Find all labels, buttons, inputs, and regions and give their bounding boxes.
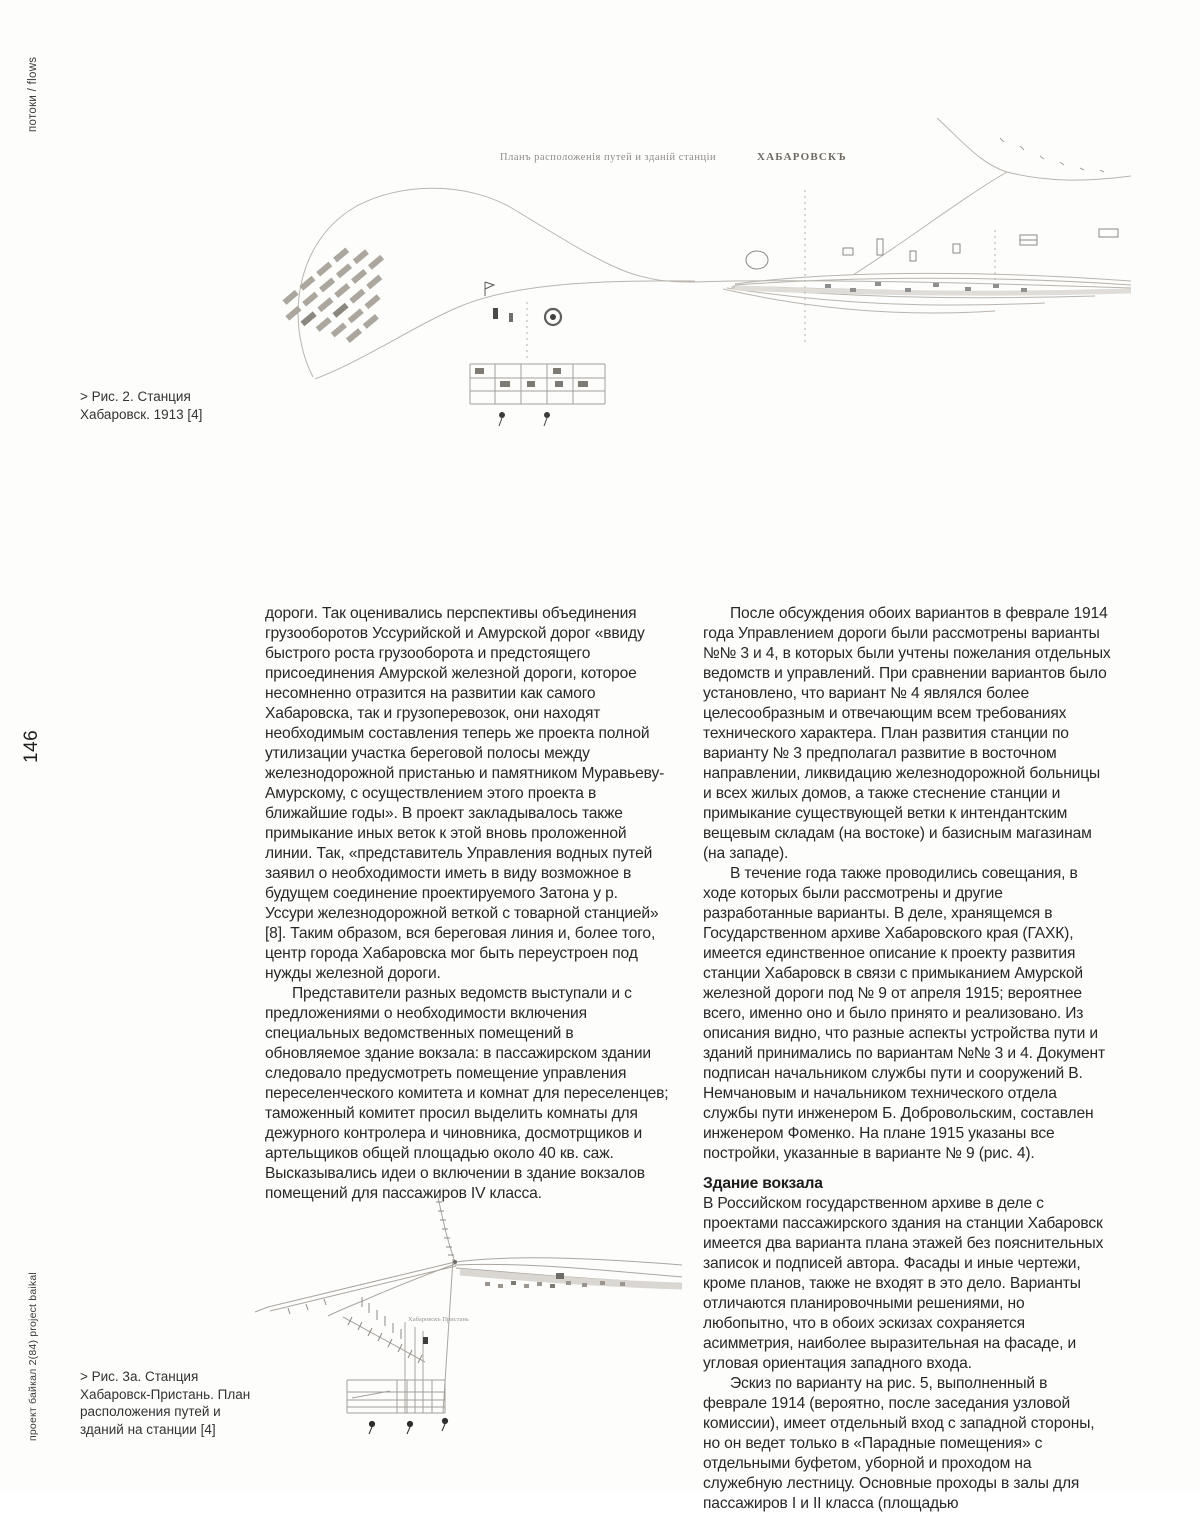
section-heading: Здание вокзала: [703, 1175, 823, 1192]
paragraph: дороги. Так оценивались перспективы объединения грузооборотов Уссурийской и Амурской дорог «ввиду быстрого роста грузооборота и предстоящего присоединения Амурской железной дороги, которое несомненно отразится на развитии как самого Хабаровска, так и грузоперевозок, они находят необходимым составления теперь же проекта полной утилизации участка береговой полосы между железнодорожной пристанью и памятником Муравьеву-Амурскому, с осуществлением этого проекта в ближайшие годы». В проект закладывалось также примыкание иных веток к этой вновь проложенной линии. Так, «представитель Управления водных путей заявил о необходимости иметь в виду возможное в будущем соединение проектируемого Затона у р. Уссури железнодорожной веткой с товарной станцией» [8]. Таким образом, вся береговая линия и, более того, центр города Хабаровска мог быть переустроен под нужды железной дороги.: [265, 605, 665, 982]
figure-2-station-plan-drawing: [265, 112, 1135, 422]
page-number: 146: [21, 729, 42, 763]
plan-table: [347, 1380, 445, 1413]
figure-2-caption: [80, 388, 202, 423]
figure-2-caption-line: Хабаровск. 1913 [4]: [80, 406, 203, 422]
paragraph: В течение года также проводились совещания, в ходе которых были рассмотрены и другие разработанные варианты. В деле, хранящемся в Государственном архиве Хабаровского края (ГАХК), имеется единственное описание к проекту развития станции Хабаровск в связи с примыканием Амурской железной дороги под № 9 от апреля 1915; вероятнее всего, именно оно и было принято и реализовано. Из описания видно, что разные аспекты устройства пути и зданий принимались по вариантам №№ 3 и 4. Документ подписан начальником службы пути и сооружений В. Немчановым и начальником технического отдела службы пути инженером Б. Добровольским, составлен инженером Фоменко. На плане 1915 указаны все постройки, указанные в варианте № 9 (рис. 4).: [703, 865, 1105, 1162]
figure-3a-caption-line: расположения путей и: [80, 1404, 221, 1419]
article-column-left: [265, 604, 669, 1204]
journal-label: проект байкал 2(84) project baikal: [27, 1272, 39, 1441]
figure-3a-map-label: Хабаровскъ Пристань: [408, 1316, 469, 1323]
paragraph: Представители разных ведомств выступали и с предложениями о необходимости включения специальных ведомственных помещений в обновляемое здание вокзала: в пассажирском здании следовало предусмотреть помещение управления переселенческого комитета и комнат для переселенцев; таможенный комитет просил выделить комнаты для дежурного контролера и чиновника, досмотрщиков и артельщиков общей площадью около 40 кв. саж. Высказывались идеи о включении в здание вокзалов помещений для пассажиров IV класса.: [265, 985, 669, 1202]
figure-2-caption-line: > Рис. 2. Станция: [80, 389, 191, 404]
city-blocks: [276, 233, 411, 363]
figure-3a-caption-line: Хабаровск-Пристань. План: [80, 1386, 251, 1402]
figure-3a-caption-line: > Рис. 3а. Станция: [80, 1369, 199, 1384]
figure-2-map-title: Планъ расположенія путей и зданій станціи: [500, 152, 717, 163]
figure-3a-station-plan-drawing: [250, 1185, 690, 1445]
figure-3a-caption: [80, 1368, 250, 1438]
paragraph: Эскиз по варианту на рис. 5, выполненный в феврале 1914 (вероятно, после заседания узловой комиссии), имеет отдельный вход с западной стороны, но он ведет только в «Парадные помещения» с отдельными буфетом, уборной и проходом на служебную лестницу. Основные проходы в залы для пассажиров I и II класса (площадью: [703, 1375, 1095, 1512]
paragraph: После обсуждения обоих вариантов в феврале 1914 года Управлением дороги были рассмотрены варианты №№ 3 и 4, в которых были учтены пожелания отдельных ведомств и управлений. При сравнении вариантов было установлено, что вариант № 4 являлся более целесообразным и отвечающим всем требованиях технического характера. План развития станции по варианту № 3 предполагал развитие в восточном направлении, ликвидацию железнодорожной больницы и всех жилых домов, а также стеснение станции и примыкание существующей ветки к интендантским вещевым складам (на востоке) и базисным магазинам (на западе).: [703, 605, 1111, 862]
paragraph: В Российском государственном архиве в деле с проектами пассажирского здания на станции Хабаровск имеется два варианта плана этажей без пояснительных записок и подписей автора. Фасады и иные чертежи, кроме планов, также не входят в это дело. Варианты отличаются планировочными решениями, но любопытно, что в обоих эскизах сохраняется асимметрия, наиболее выразительная на фасаде, и угловая ориентация западного входа.: [703, 1195, 1104, 1372]
figure-3a-caption-line: зданий на станции [4]: [80, 1421, 216, 1437]
article-column-right: [703, 604, 1112, 1514]
section-label: потоки / flows: [27, 56, 39, 132]
figure-2-map-title-station: ХАБАРОВСКЪ: [757, 151, 847, 163]
